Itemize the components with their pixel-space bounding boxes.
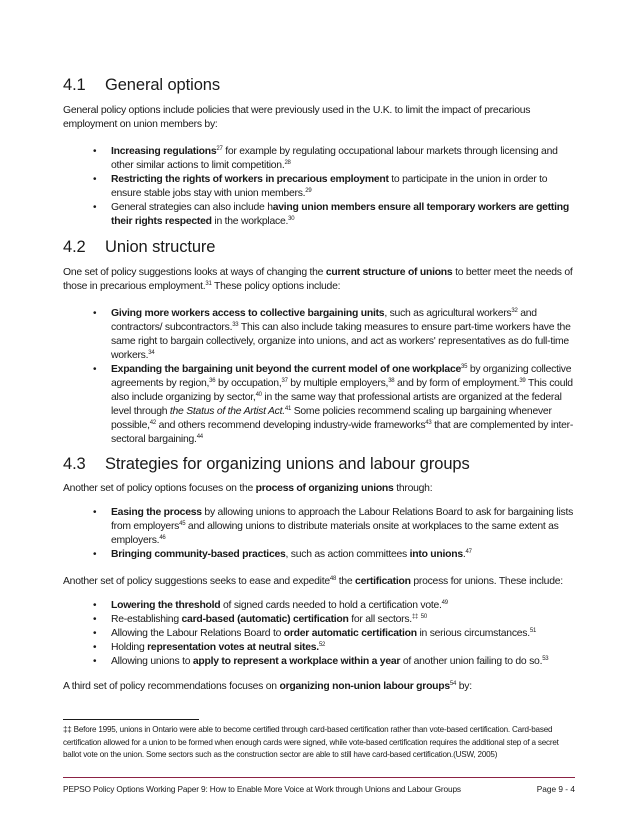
page-number: Page 9 - 4	[536, 784, 575, 794]
list-item: • Giving more workers access to collective bargaining units, such as agricultural workers$^{32}$ and contractors/ subcontractors.$^{33}$ This can also include taking measures to ensure part-time workers have the same right to bargain collectively, organize into unions, and act as workers' representatives as do full-time workers.$^{34}$	[93, 308, 571, 361]
list-item: • Re-establishing card-based (automatic) certification for all sectors.‡‡ $^{50}$	[93, 614, 427, 625]
section-4-3-para2: Another set of policy suggestions seeks to ease and expedite$^{48}$ the certification process for unions. These include:	[63, 576, 563, 587]
list-item: • General strategies can also include having union members ensure all temporary workers are getting their rights respected in the workplace.$^{30}$	[93, 202, 569, 227]
certification-list	[63, 599, 575, 669]
list-item: • Allowing unions to apply to represent a workplace within a year of another union failing to do so.$^{53}$	[93, 656, 549, 667]
footnote-rule	[63, 719, 199, 720]
list-item: • Bringing community-based practices, such as action committees into unions.$^{47}$	[93, 549, 472, 560]
list-item: • Easing the process by allowing unions to approach the Labour Relations Board to ask for bargaining lists from employers$^{45}$ and allowing unions to distribute materials onsite at workplaces to the same extent as employers.$^{46}$	[93, 507, 574, 546]
section-heading-4-1: 4.1 General options	[63, 76, 220, 94]
list-item: • Expanding the bargaining unit beyond the current model of one workplace$^{35}$ by organizing collective agreements by region,$^{36}$ by occupation,$^{37}$ by multiple employers,$^{38}$ and by form of employment.$^{39}$ This could also include organizing by sector,$^{40}$ in the same way that professional artists are organized at the federal level through the Status of the Artist Act.$^{41}$ Some policies recommend scaling up bargaining whenever possible,$^{42}$ and others recommend developing industry-wide frameworks$^{43}$ that are complemented by inter-sectoral bargaining.$^{44}$	[93, 364, 574, 445]
section-4-2-intro: One set of policy suggestions looks at ways of changing the current structure of unions to better meet the needs of those in precarious employment.$^{31}$ These policy options include:	[63, 267, 573, 292]
section-4-2-list	[63, 307, 575, 447]
list-item: • Allowing the Labour Relations Board to order automatic certification in serious circumstances.$^{51}$	[93, 628, 537, 639]
section-4-1-list	[63, 145, 575, 229]
section-4-1-intro: General policy options include policies that were previously used in the U.K. to limit the impact of precarious employment on union members by:	[63, 105, 531, 130]
list-item: • Restricting the rights of workers in precarious employment to participate in the union in order to ensure stable jobs stay with union members.$^{29}$	[93, 174, 548, 199]
list-item: • Holding representation votes at neutral sites.$^{52}$	[93, 642, 326, 653]
footer-title: PEPSO Policy Options Working Paper 9: How to Enable More Voice at Work through Unions and Labour Groups	[63, 784, 461, 794]
footnote: ‡‡ Before 1995, unions in Ontario were able to become certified through card-based certification rather than vote-based certification. Card-based certification allowed for a union to be formed when enough cards were signed, while vote-based certification requires the additional step of a secret ballot vote on the union. Some sectors such as the construction sector are able to still have card-based certification.(USW, 2005)	[63, 725, 559, 759]
list-item: • Increasing regulations$^{27}$ for example by regulating occupational labour markets through licensing and other similar actions to limit competition.$^{28}$	[93, 146, 558, 171]
section-heading-4-2: 4.2 Union structure	[63, 238, 216, 256]
footer-rule	[63, 777, 575, 778]
section-heading-4-3: 4.3 Strategies for organizing unions and labour groups	[63, 455, 470, 473]
section-4-3-list	[63, 506, 575, 562]
section-4-3-intro: Another set of policy options focuses on the process of organizing unions through:	[63, 483, 433, 494]
list-item: • Lowering the threshold of signed cards needed to hold a certification vote.$^{49}$	[93, 600, 448, 611]
section-4-3-para3: A third set of policy recommendations focuses on organizing non-union labour groups$^{54}$ by:	[63, 681, 472, 692]
